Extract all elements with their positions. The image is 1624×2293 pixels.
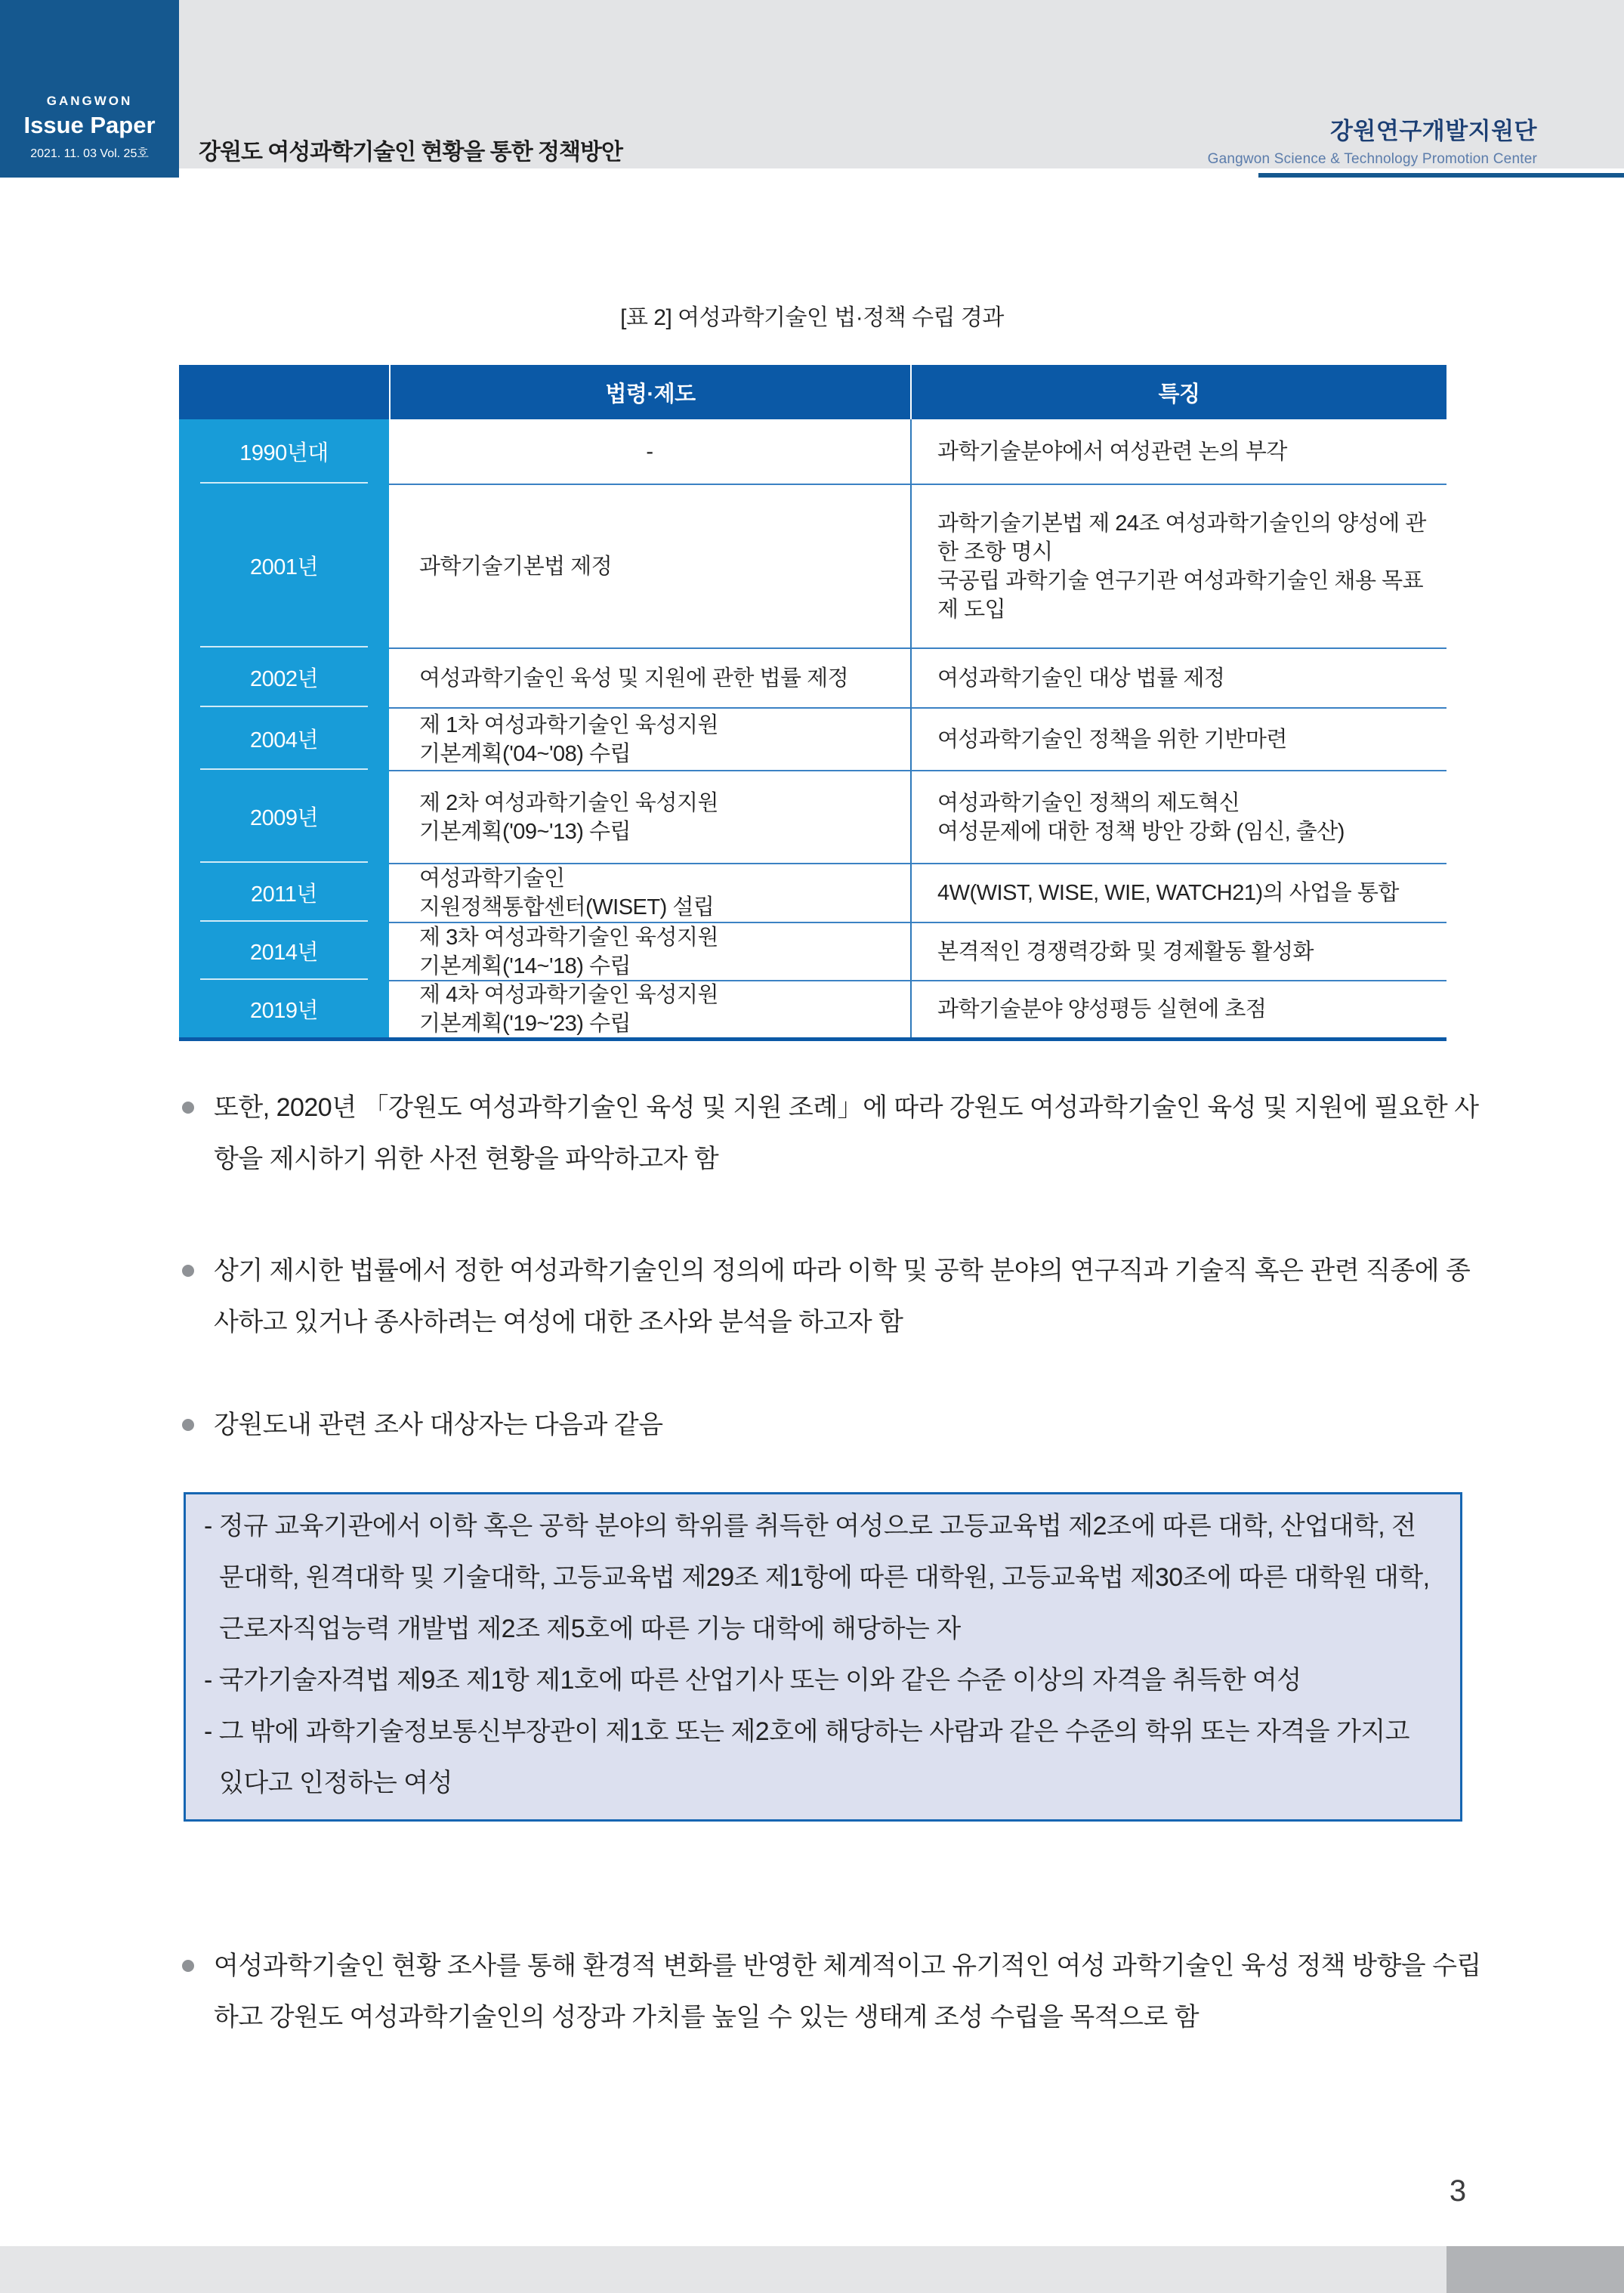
table-year-cell: 2014년 bbox=[179, 922, 389, 980]
brand-title: Issue Paper bbox=[23, 112, 156, 138]
bullet-item bbox=[182, 1940, 1483, 2043]
bullet-text: 상기 제시한 법률에서 정한 여성과학기술인의 정의에 따라 이학 및 공학 분야의 연구직과 기술직 혹은 관련 직종에 종사하고 있거나 종사하려는 여성에 대한 조사와 분석을 하고자 함 bbox=[214, 1256, 1471, 1337]
bullet-item bbox=[182, 1245, 1483, 1348]
table-body bbox=[179, 419, 1446, 1037]
table-law-cell bbox=[389, 484, 910, 647]
table-year-cell: 2001년 bbox=[179, 484, 389, 647]
table-cell-line: 제 2차 여성과학기술인 육성지원 bbox=[419, 790, 718, 815]
table-cell-line: 국공립 과학기술 연구기관 여성과학기술인 채용 목표제 도입 bbox=[937, 568, 1424, 622]
table-law-cell bbox=[389, 770, 910, 863]
survey-criteria-box bbox=[184, 1492, 1462, 1822]
table-feature-cell bbox=[910, 707, 1446, 770]
table-law-cell bbox=[389, 647, 910, 707]
organization bbox=[1208, 112, 1537, 168]
table-year-cell: 2011년 bbox=[179, 863, 389, 922]
table-cell-line: 기본계획('04~'08) 수립 bbox=[419, 741, 631, 766]
table-feature-cell bbox=[910, 419, 1446, 484]
brand-issue-info: 2021. 11. 03 Vol. 25호 bbox=[30, 147, 149, 160]
criteria-item: - 정규 교육기관에서 이학 혹은 공학 분야의 학위를 취득한 여성으로 고등교육법 제2조에 따른 대학, 산업대학, 전문대학, 원격대학 및 기술대학, 고등교육법 제29조 제1항에 따른 대학원, 고등교육법 제30조에 따른 대학원 대학, 근로자직업능력 개발법 제2조 제5호에 따른 기능 대학에 해당하는 자 bbox=[204, 1512, 1430, 1643]
table-cell-line: 제 3차 여성과학기술인 육성지원 bbox=[419, 925, 718, 950]
table-cell-line: 과학기술분야 양성평등 실현에 초점 bbox=[937, 997, 1267, 1021]
table-feature-cell bbox=[910, 922, 1446, 980]
table-year-cell: 2009년 bbox=[179, 770, 389, 863]
criteria-item: - 그 밖에 과학기술정보통신부장관이 제1호 또는 제2호에 해당하는 사람과 같은 수준의 학위 또는 자격을 가지고 있다고 인정하는 여성 bbox=[204, 1717, 1410, 1797]
table-cell-line: 기본계획('19~'23) 수립 bbox=[419, 1012, 631, 1036]
table-law-cell bbox=[389, 707, 910, 770]
bullet-text: 강원도내 관련 조사 대상자는 다음과 같음 bbox=[214, 1411, 663, 1439]
table-cell-line: 기본계획('14~'18) 수립 bbox=[419, 953, 631, 978]
table-cell-line: 제 1차 여성과학기술인 육성지원 bbox=[419, 712, 718, 737]
table-cell-line: 여성과학기술인 대상 법률 제정 bbox=[937, 666, 1225, 691]
criteria-item: - 국가기술자격법 제9조 제1항 제1호에 따른 산업기사 또는 이와 같은 수준 이상의 자격을 취득한 여성 bbox=[204, 1666, 1301, 1695]
table-cell-line: 제 4차 여성과학기술인 육성지원 bbox=[419, 983, 718, 1007]
table-year-cell: 2004년 bbox=[179, 707, 389, 770]
bullet-dot-icon bbox=[182, 1960, 194, 1972]
table-cell-line: 4W(WIST, WISE, WIE, WATCH21)의 사업을 통합 bbox=[937, 881, 1399, 905]
organization-name: 강원연구개발지원단 bbox=[1329, 118, 1537, 144]
table-header-year bbox=[179, 365, 389, 419]
document-title: 강원도 여성과학기술인 현황을 통한 정책방안 bbox=[199, 140, 622, 165]
table-feature-cell bbox=[910, 484, 1446, 647]
table-law-cell bbox=[389, 980, 910, 1037]
policy-table bbox=[179, 365, 1446, 1041]
bullet-dot-icon bbox=[182, 1419, 194, 1431]
table-year-cell: 2002년 bbox=[179, 647, 389, 707]
table-law-cell bbox=[389, 863, 910, 922]
table-caption: [표 2] 여성과학기술인 법·정책 수립 경과 bbox=[620, 305, 1004, 330]
bullet-item bbox=[182, 1399, 1483, 1451]
table-cell-line: 기본계획('09~'13) 수립 bbox=[419, 819, 631, 844]
bullet-dot-icon bbox=[182, 1102, 194, 1114]
table-cell-line: 여성과학기술인 정책의 제도혁신 bbox=[937, 790, 1240, 815]
table-law-cell bbox=[389, 419, 910, 484]
masthead-accent-bar bbox=[1258, 173, 1624, 178]
table-header-law: 법령·제도 bbox=[389, 365, 910, 419]
table-feature-cell bbox=[910, 980, 1446, 1037]
table-cell-line: 과학기술기본법 제 24조 여성과학기술인의 양성에 관한 조항 명시 bbox=[937, 511, 1426, 564]
bullet-item bbox=[182, 1082, 1483, 1185]
table-feature-cell bbox=[910, 863, 1446, 922]
bullet-text: 여성과학기술인 현황 조사를 통해 환경적 변화를 반영한 체계적이고 유기적인 여성 과학기술인 육성 정책 방향을 수립하고 강원도 여성과학기술인의 성장과 가치를 높일 수 있는 생태계 조성 수립을 목적으로 함 bbox=[214, 1952, 1481, 2032]
organization-name-en: Gangwon Science & Technology Promotion Center bbox=[1207, 151, 1537, 167]
table-cell-line: 본격적인 경쟁력강화 및 경제활동 활성화 bbox=[937, 939, 1314, 964]
table-year-cell: 2019년 bbox=[179, 980, 389, 1037]
bullet-dot-icon bbox=[182, 1265, 194, 1277]
table-feature-cell bbox=[910, 647, 1446, 707]
table-header-row bbox=[179, 365, 1446, 419]
footer-strip-light bbox=[0, 2246, 1446, 2293]
table-cell-line: 여성문제에 대한 정책 방안 강화 (임신, 출산) bbox=[937, 819, 1345, 844]
table-law-cell bbox=[389, 922, 910, 980]
table-cell-line: - bbox=[646, 439, 653, 464]
table-cell-line: 여성과학기술인 bbox=[419, 867, 565, 891]
table-cell-line: 과학기술기본법 제정 bbox=[419, 554, 613, 579]
table-feature-cell bbox=[910, 770, 1446, 863]
bullet-text: 또한, 2020년 「강원도 여성과학기술인 육성 및 지원 조례」에 따라 강원도 여성과학기술인 육성 및 지원에 필요한 사항을 제시하기 위한 사전 현황을 파악하고자 함 bbox=[214, 1093, 1479, 1173]
footer-strip-dark bbox=[1446, 2246, 1624, 2293]
brand-name: GANGWON bbox=[46, 94, 133, 108]
table-cell-line: 지원정책통합센터(WISET) 설립 bbox=[419, 895, 715, 919]
table-year-cell: 1990년대 bbox=[179, 419, 389, 484]
table-cell-line: 여성과학기술인 육성 및 지원에 관한 법률 제정 bbox=[419, 666, 849, 691]
brand-box bbox=[0, 0, 179, 178]
table-header-feature: 특징 bbox=[910, 365, 1446, 419]
table-cell-line: 여성과학기술인 정책을 위한 기반마련 bbox=[937, 727, 1287, 752]
page-number: 3 bbox=[1449, 2174, 1467, 2208]
table-cell-line: 과학기술분야에서 여성관련 논의 부각 bbox=[937, 439, 1287, 464]
